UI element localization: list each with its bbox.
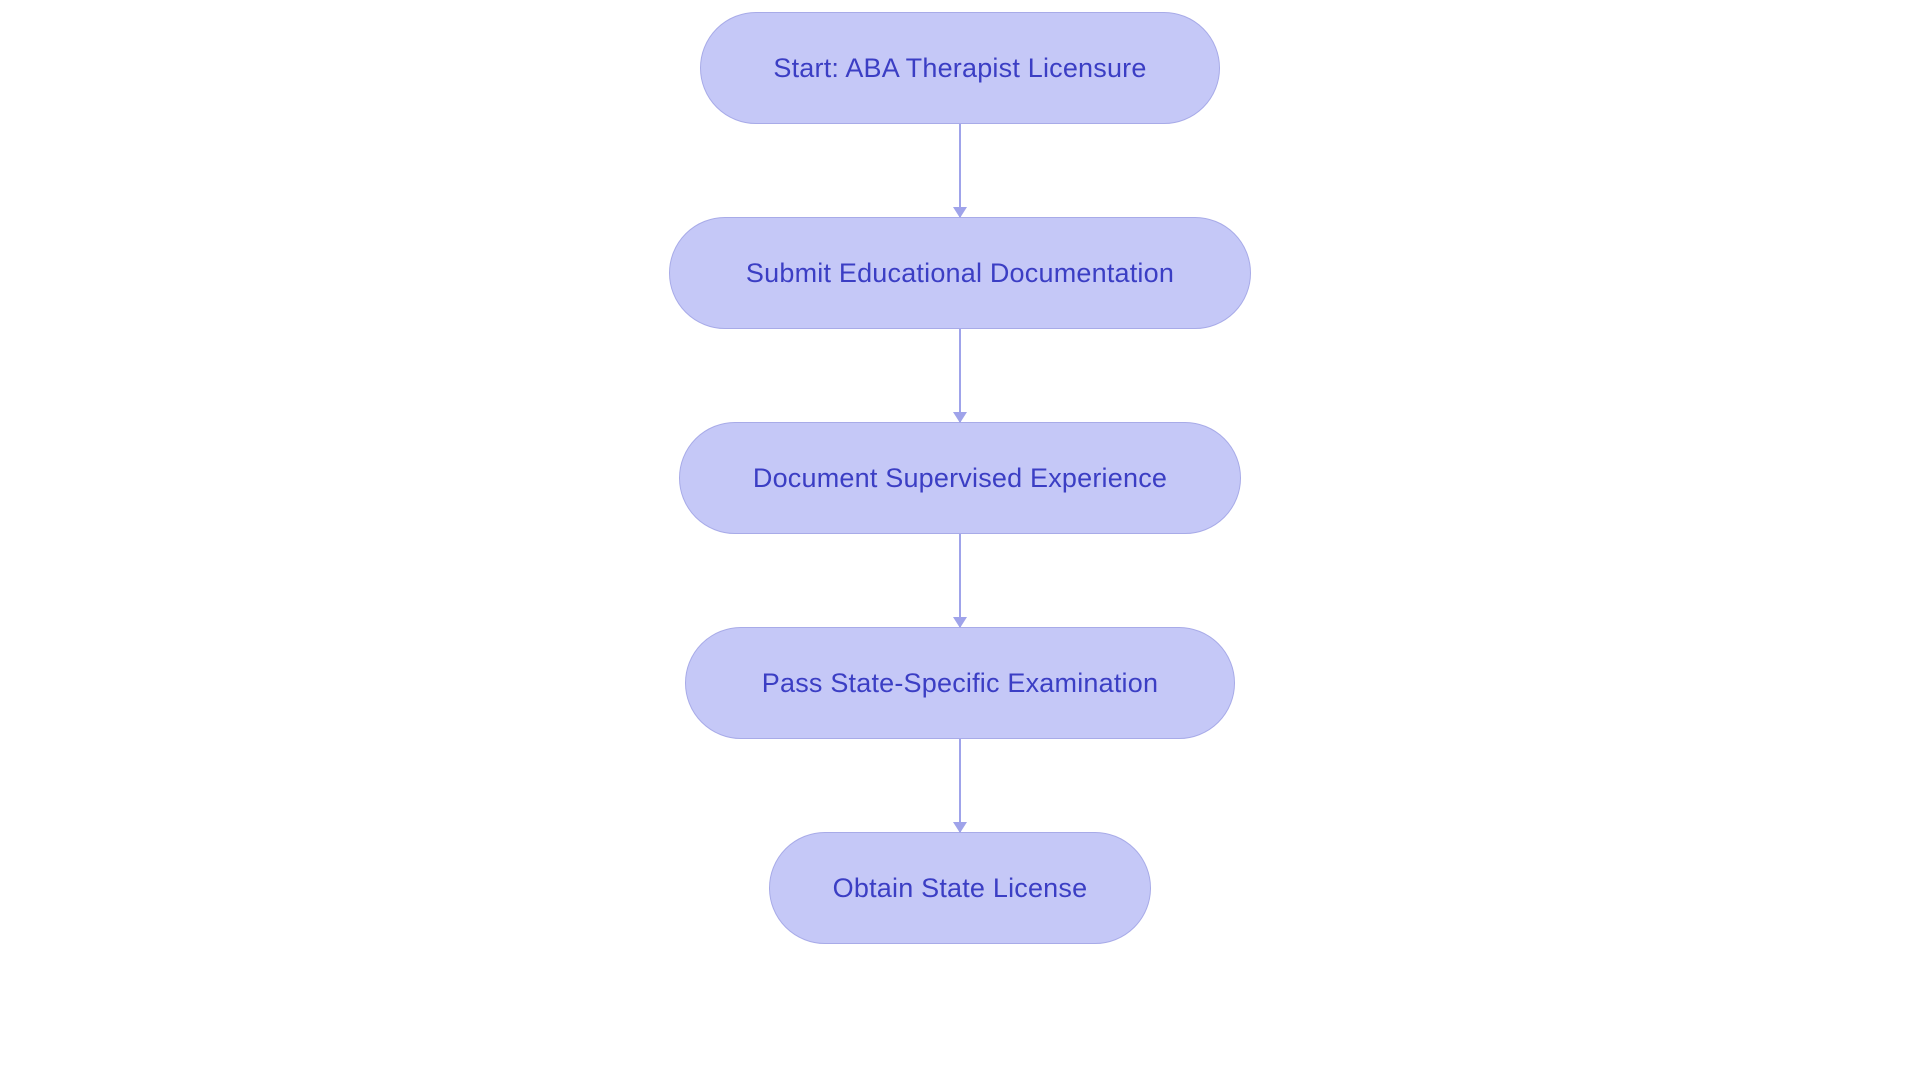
flow-node-label: Obtain State License [832, 872, 1088, 903]
flow-node-experience[interactable] [679, 422, 1241, 534]
flow-edge-experience-to-exam [959, 534, 961, 627]
flow-edge-start-to-education [959, 124, 961, 217]
flow-node-label: Document Supervised Experience [752, 462, 1168, 493]
flow-edge-exam-to-license [959, 739, 961, 832]
flow-node-education[interactable] [669, 217, 1251, 329]
flow-node-start[interactable] [700, 12, 1220, 124]
flow-node-label: Submit Educational Documentation [745, 257, 1175, 288]
flow-node-label: Start: ABA Therapist Licensure [773, 52, 1147, 83]
flow-node-exam[interactable] [685, 627, 1235, 739]
flow-node-license[interactable] [769, 832, 1151, 944]
flow-node-label: Pass State-Specific Examination [761, 667, 1159, 698]
flow-edge-education-to-experience [959, 329, 961, 422]
